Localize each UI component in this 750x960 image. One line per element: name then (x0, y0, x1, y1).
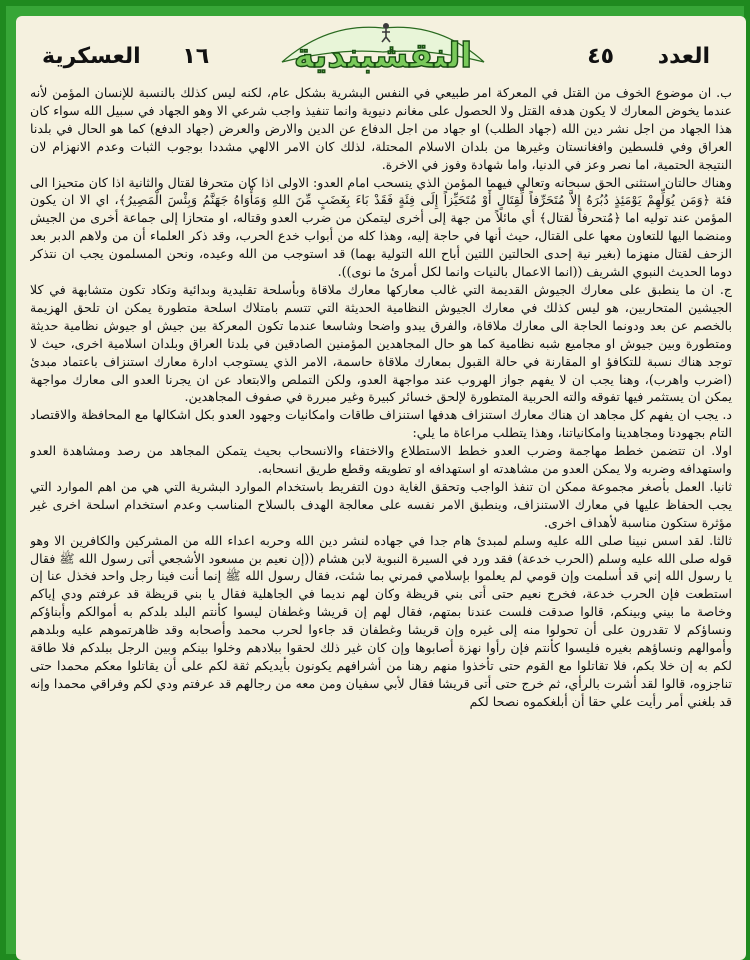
page-sheet (16, 16, 746, 960)
paragraph-second: ثانيا. العمل بأصغر مجموعة ممكن ان تنفذ الواجب وتحقق الغاية دون التفريط باستخدام الموارد البشرية التي هي من اهم الموارد التي يجب الحفاظ عليها في معارك الاستنزاف، وينطبق الامر نفسه على معالجة الهدف بالسلاح المناسب وعدم استخدام اسلحة اخرى غير مؤثرة ستكون مناسبة لأهداف اخرى. (30, 478, 732, 530)
article-body (30, 84, 732, 956)
newspaper-logo (268, 18, 498, 76)
logo-title: النقشبندية (293, 36, 473, 76)
paragraph-c: ج. ان ما ينطبق على معارك الجيوش القديمة التي غالب معاركها معارك ملاقاة وبأسلحة تقليدية وبدائية وتكاد تكون متشابهة في كلا الجيشين المتحاربين، هو ليس كذلك في معارك الجيوش النظامية الحديثة التي تتسم بامتلاك اسلحة متطورة يمكن ان تلحق الهزيمة بالخصم عن بعد ودونما الحاجة الى معارك ملاقاة، والفرق يبدو واضحا وشاسعا عندما تكون المعركة بين جيش او جيوش نظامية حديثة ومتطورة وبين جيوش او مجاميع شبه نظامية كما هو حال المجاهدين المؤمنين الصادقين في بلدنا العراق وبلدان اسلامية اخرى، حيث لا توجد هناك نسبة للتكافؤ او المقارنة في حالة القبول بمعارك ملاقاة حاسمة، الامر الذي يستوجب ادارة معارك استنزاف باعتماد مبدئ (اضرب واهرب)، وهنا يجب ان لا يفهم جواز الهروب عند مواجهة العدو، ولكن التملص والابتعاد عن ان يجرنا العدو الى معارك مواجهة يمكن ان يستثمر فيها تفوقه والته الحربية المتطورة لإلحق خسائر كبيرة وغير مبررة في صفوف المجاهدين. (30, 281, 732, 405)
issue-header (587, 44, 710, 69)
paragraph-d: د. يجب ان يفهم كل مجاهد ان هناك معارك استنزاف هدفها استنزاف طاقات وامكانيات وجهود العدو بكل اشكالها مع المحافظة والاقتصاد التام بجهودنا ومجاهدينا وامكانياتنا، وهذا يتطلب مراعاة ما يلي: (30, 407, 732, 441)
logo-graphic (268, 18, 498, 76)
category-number: ١٦ (182, 44, 210, 69)
issue-number: ٤٥ (587, 44, 615, 69)
paragraph-b: ب. ان موضوع الخوف من القتل في المعركة امر طبيعي في النفس البشرية بشكل عام، لكنه ليس كذلك بالنسبة للإنسان المؤمن لأنه عندما يخوض المعارك لا يكون هدفه القتل ولا الحصول على مغانم دنيوية وانما تنفيذ واجب شرعي الا وهو الجهاد في سبيل الله سواء كان هذا الجهاد من اجل نشر دين الله (جهاد الطلب) او جهاد من اجل الدفاع عن الدين والارض والعرض (جهاد الدفع) كما هو الحال في بلدنا العراق وفي فلسطين وافغانستان وغيرها من بلدان الاسلام المحتلة، لذلك كان الامر الالهي مشددا بوجوب الثبات وعدم الانهزام لان النتيجة الحتمية، اما نصر وعز في الدنيا، واما شهادة وفوز في الاخرة. (30, 85, 732, 172)
category-label: العسكرية (42, 44, 141, 69)
header (16, 16, 746, 78)
paragraph-exceptions: وهناك حالتان استثنى الحق سبحانه وتعالى فيهما المؤمن الذي ينسحب امام العدو: الاولى اذا كان متحرفا لقتال والثانية اذا كان متحيزا الى فئة ﴿وَمَن يُوَلِّهِمْ يَوْمَئِذٍ دُبُرَهُ إِلاَّ مُتَحَرِّفاً لِّقِتَالٍ أَوْ مُتَحَيِّزاً إِلَى فِئَةٍ فَقَدْ بَاءَ بِغَضَبٍ مِّنَ اللهِ وَمَأْوَاهُ جَهَنَّمُ وَبِئْسَ الْمَصِيرُ﴾، اي الا ان يكون المؤمن عند توليه اما ﴿مُتحرفاً لقتال﴾ أي مائلاً من جهة إلى أخرى ليتمكن من ضرب العدو وقتاله، او متحازا إلى جماعة أخرى من الجيش ومنضما اليها للتعاون معها على القتال، حيث أنها في حاجة إليه، وهذا كله من أبواب خدع الحرب، وقد ذكر العلماء أن من ولاهم الدبر بعد الزحف لقتال منهزما (بغير نية إحدى الحالتين اللتين أباح الله التولية بهما) قد استوجب من الله وعيده، ونحن المسلمون يجب ان نتذكر دوما الحديث النبوي الشريف ((انما الاعمال بالنيات وانما لكل أمرئ ما نوى)). (30, 174, 732, 280)
paragraph-third: ثالثا. لقد اسس نبينا صلى الله عليه وسلم لمبدئ هام جدا في جهاده لنشر دين الله وحربه اعداء الله من المشركين والكافرين الا وهو قوله صلى الله عليه وسلم (الحرب خدعة) فقد ورد في السيرة النبوية لابن هشام ((إن نعيم بن مسعود الأشجعي أتى رسول الله ﷺ فقال يا رسول الله إني قد أسلمت وإن قومي لم يعلموا بإسلامي فمرني بما شئت، فقال رسول الله ﷺ إنما أنت فينا رجل واحد فخذل عنا إن استطعت فإن الحرب خدعة، فخرج نعيم حتى أتى بني قريظة وكان لهم نديما في الجاهلية فقال يا بني قريظة قد عرفتم ودي إياكم وخاصة ما بيني وبينكم، قالوا صدقت فلست عندنا بمتهم، فقال لهم إن قريشا وغطفان ليسوا كأنتم البلد بلدكم به أموالكم وأبناؤكم ونساؤكم لا تقدرون على أن تحولوا منه إلى غيره وإن قريشا وغطفان قد جاءوا لحرب محمد وأصحابه وقد ظاهرتموهم عليه وبلدهم وأموالهم ونساؤهم بغيره فليسوا كأنتم فإن رأوا نهزة أصابوها وإن كان غير ذلك لحقوا ببلادهم وخلوا بينكم وبين الرجل ببلدكم فلا طاقة لكم به إن خلا بكم، فلا تقاتلوا مع القوم حتى تأخذوا منهم رهنا من أشرافهم يكونون بأيديكم ثقة لكم على أن يقاتلوا معكم محمدا حتى تناجزوه، قالوا لقد أشرت بالرأي، ثم خرج حتى أتى قريشا فقال لأبي سفيان ومن معه من رجالهم قد عرفتم ودي لكم وفراقي محمدا وإنه قد بلغني أمر رأيت علي حقا أن أبلغكموه نصحا لكم (30, 532, 732, 709)
issue-label: العدد (657, 44, 710, 69)
category-header (42, 44, 209, 69)
paragraph-first: اولا. ان تتضمن خطط مهاجمة وضرب العدو خطط الاستطلاع والاختفاء والانسحاب بحيث يتمكن المجاهد من رصد ومشاهدة العدو واستهدافه وضربه ولا يمكن العدو من مشاهدته او استهدافه او تطويقه وقطع طريق انسحابه. (30, 443, 732, 477)
